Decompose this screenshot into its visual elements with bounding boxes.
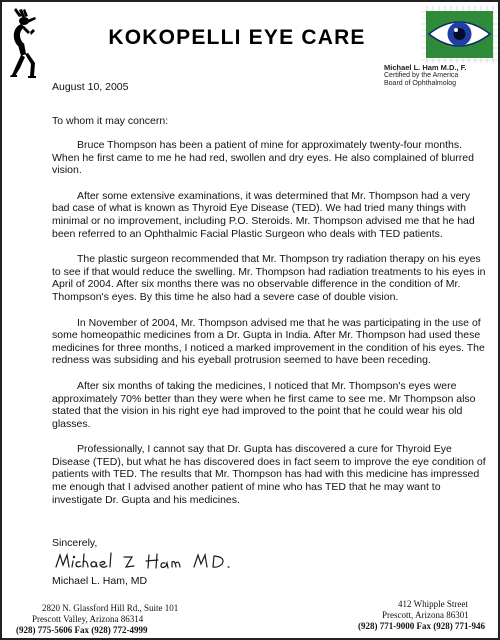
paragraph: After six months of taking the medicines, I noticed that Mr. Thompson's eyes were approximately 70% better than they were when he first came to see me. Mr Thompson also stated that the vision in his right eye had improved to the point that he could wear his old glasses. <box>52 379 476 430</box>
address-contact <box>16 625 178 636</box>
doctor-credentials <box>384 64 500 88</box>
signer-name: Michael L. Ham, MD <box>52 575 148 587</box>
paragraph: Bruce Thompson has been a patient of mine for approximately twenty-four months. When he first came to me he had red, swollen and dry eyes. He also complained of blurred vision. <box>52 139 474 177</box>
doctor-name: Michael L. Ham M.D., F. <box>384 64 467 72</box>
eye-logo-icon <box>421 6 498 63</box>
letter-body <box>52 139 490 519</box>
signature <box>54 550 254 572</box>
letterhead-title: KOKOPELLI EYE CARE <box>108 26 366 49</box>
board-line: Board of Ophthalmolog <box>384 80 456 87</box>
footer-address-left <box>16 603 178 636</box>
fax-number: Fax (928) 772-4999 <box>74 625 148 635</box>
address-contact <box>358 621 500 632</box>
salutation: To whom it may concern: <box>52 115 169 127</box>
closing: Sincerely, <box>52 537 98 549</box>
fax-number: Fax (928) 771-946 <box>416 621 485 631</box>
address-street: 412 Whipple Street <box>398 599 468 609</box>
address-city: Prescott Valley, Arizona 86314 <box>32 614 144 624</box>
address-city: Prescott, Arizona 86301 <box>382 610 469 620</box>
phone-number: (928) 771-9000 <box>358 621 415 631</box>
certification-line: Certified by the America <box>384 72 459 79</box>
paragraph: Professionally, I cannot say that Dr. Gupta has discovered a cure for Thyroid Eye Disease (TED), but what he has discovered does in fact seem to improve the eye condition of patients with TED. The results that Mr. Thompson has had with this medicine has impressed me enough that I advised another patient of mine who has TED that he may want to investigate Dr. Gupta and his medicines. <box>52 443 486 506</box>
phone-number: (928) 775-5606 <box>16 625 73 635</box>
kokopelli-figure-icon <box>6 6 44 80</box>
letter-date: August 10, 2005 <box>52 81 129 93</box>
paragraph: In November of 2004, Mr. Thompson advised me that he was participating in the use of some homeopathic medicines from a Dr. Gupta in India. After Mr. Thompson had used these medicines for three months, I noticed a marked improvement in the condition of his eyes. The redness was subsiding and his eyeball protrusion seemed to have been receding. <box>52 316 485 367</box>
footer-address-right <box>358 599 500 632</box>
paragraph: The plastic surgeon recommended that Mr. Thompson try radiation therapy on his eyes to see if that would reduce the swelling. Mr. Thompson had radiation treatments to his eyes in April of 2004. After six months there was no observable difference in the condition of Mr. Thompson's eyes. By this time he also had a severe case of double vision. <box>52 253 486 303</box>
paragraph: After some extensive examinations, it was determined that Mr. Thompson had a very bad case of what is known as Thyroid Eye Disease (TED). We had tried many things with minimal or no improvement, including P.O. Steroids. Mr. Thompson advised me that he had been referred to an Ophthalmic Facial Plastic Surgeon who deals with TED patients. <box>52 189 475 240</box>
address-street: 2820 N. Glassford Hill Rd., Suite 101 <box>42 603 179 613</box>
